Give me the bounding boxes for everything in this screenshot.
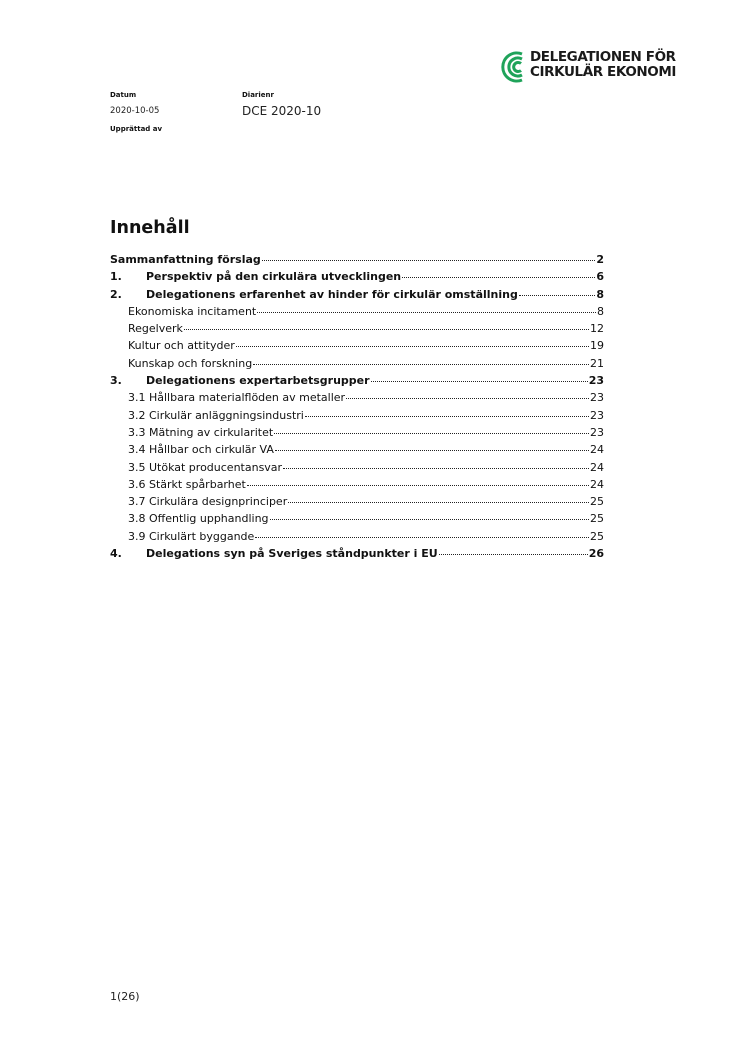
toc-entry-title: Delegationens expertarbetsgrupper [146,374,370,388]
toc-entry[interactable] [110,495,604,512]
toc-entry[interactable] [110,339,604,356]
toc-entry[interactable] [110,374,604,391]
toc-entry[interactable] [110,426,604,443]
toc-entry-title: 3.9 Cirkulärt byggande [128,529,255,543]
toc-entry[interactable] [110,512,604,529]
diarienr-label: Diarienr [242,91,274,99]
toc-entry[interactable] [110,391,604,408]
toc-dot-leader [283,468,589,469]
toc-entry[interactable] [110,288,604,305]
toc-entry-title: Perspektiv på den cirkulära utvecklingen [146,270,402,284]
toc-entry-page: 8 [596,287,604,301]
logo-line-1: DELEGATIONEN FÖR [530,49,676,65]
toc-dot-leader [274,433,589,434]
toc-dot-leader [346,398,589,399]
toc-dot-leader [253,364,589,365]
toc-entry-page: 23 [590,391,604,405]
toc-entry[interactable] [110,253,604,270]
toc-entry-title: Regelverk [128,322,183,336]
toc-entry-page: 12 [590,322,604,336]
toc-entry-number: 1. [110,270,122,284]
toc-entry-title: Sammanfattning förslag [110,253,261,266]
toc-entry-title: 3.2 Cirkulär anläggningsindustri [128,408,304,422]
logo-text [530,50,676,80]
toc-dot-leader [275,450,589,451]
toc-dot-leader [255,537,589,538]
toc-entry-page: 23 [590,425,604,439]
toc-entry[interactable] [110,357,604,374]
toc-entry-number: 2. [110,287,122,301]
upprattad-label: Upprättad av [110,125,163,133]
toc-dot-leader [257,312,596,313]
page-indicator: 1(26) [110,990,140,1003]
toc-entry-title: 3.4 Hållbar och cirkulär VA [128,443,274,457]
toc-entry-title: 3.3 Mätning av cirkularitet [128,425,274,439]
toc-entry[interactable] [110,461,604,478]
toc-entry-title: Kultur och attityder [128,339,235,353]
toc-entry-title: Ekonomiska incitament [128,304,257,318]
toc-entry-title: 3.5 Utökat producentansvar [128,460,283,474]
toc-entry-page: 25 [590,529,604,543]
toc-dot-leader [262,260,596,261]
toc-dot-leader [402,277,595,278]
toc-dot-leader [184,329,589,330]
toc-entry-page: 25 [590,512,604,526]
toc-entry[interactable] [110,443,604,460]
toc-entry-page: 24 [590,443,604,457]
toc-entry-page: 6 [596,270,604,284]
toc-entry[interactable] [110,322,604,339]
table-of-contents [110,253,604,564]
toc-entry-page: 8 [597,304,604,318]
toc-entry[interactable] [110,530,604,547]
toc-entry-page: 21 [590,356,604,370]
datum-label: Datum [110,91,137,99]
toc-entry-title: Delegationens erfarenhet av hinder för cirkulär omställning [146,287,518,301]
toc-dot-leader [439,554,588,555]
toc-entry-title: 3.8 Offentlig upphandling [128,512,269,526]
toc-entry-number: 3. [110,374,122,388]
toc-dot-leader [519,295,596,296]
toc-entry[interactable] [110,305,604,322]
toc-entry[interactable] [110,478,604,495]
toc-entry-page: 25 [590,495,604,509]
toc-entry-page: 23 [588,374,604,388]
toc-entry-page: 24 [590,460,604,474]
toc-dot-leader [270,519,589,520]
toc-dot-leader [371,381,588,382]
datum-value: 2020-10-05 [110,106,160,116]
diarienr-value: DCE 2020-10 [242,104,322,118]
toc-entry-page: 19 [590,339,604,353]
toc-entry-page: 26 [588,547,604,561]
toc-entry-number: 4. [110,547,122,561]
toc-dot-leader [288,502,589,503]
toc-entry[interactable] [110,270,604,287]
toc-entry-title: Delegations syn på Sveriges ståndpunkter i EU [146,547,438,561]
toc-dot-leader [305,416,589,417]
circular-logo-icon [500,50,528,84]
toc-entry[interactable] [110,409,604,426]
page-title: Innehåll [110,218,190,238]
toc-entry-title: 3.7 Cirkulära designprinciper [128,495,288,509]
toc-entry-page: 2 [596,253,604,266]
logo-line-2: CIRKULÄR EKONOMI [530,64,677,80]
toc-entry-page: 24 [590,477,604,491]
toc-dot-leader [247,485,589,486]
toc-entry-title: 3.6 Stärkt spårbarhet [128,477,246,491]
toc-entry[interactable] [110,547,604,564]
toc-dot-leader [236,346,589,347]
toc-entry-page: 23 [590,408,604,422]
toc-entry-title: Kunskap och forskning [128,356,253,370]
toc-entry-title: 3.1 Hållbara materialflöden av metaller [128,391,346,405]
logo [500,48,700,88]
